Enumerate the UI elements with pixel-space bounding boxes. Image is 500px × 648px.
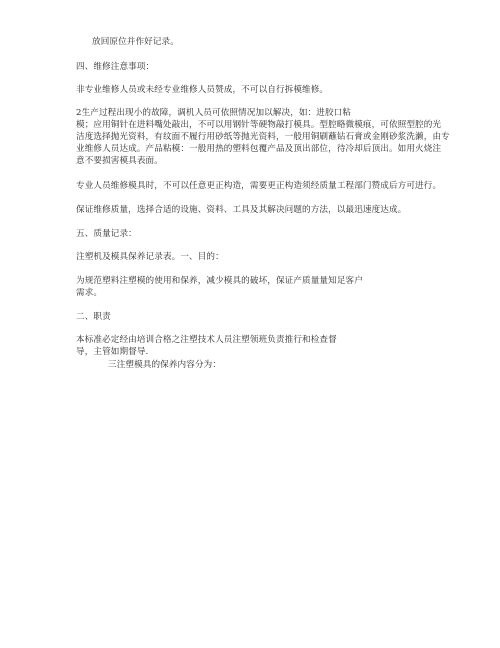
paragraph-minor-faults xyxy=(76,107,450,167)
text-line: 业维修人员达成。产品粘模：一般用热的塑料包覆产品及顶出部位，待冷却后顶出。如用火烧注 xyxy=(76,144,442,154)
text-line: 三注塑模具的保养内容分为： xyxy=(108,360,222,370)
text-line: 专业人员维修模具时，不可以任意更正构造，需要更正构造须经质量工程部门赞成后方可进行。 xyxy=(76,181,442,191)
paragraph-responsibilities xyxy=(76,334,432,358)
paragraph-non-professional xyxy=(76,84,432,96)
paragraph-return-and-record xyxy=(92,36,448,48)
text-line: 洁度选择抛光资料，有纹面不履行用砂纸等抛光资料，一般用铜刷蘸钻石膏或金刚砂浆洗濑，由专 xyxy=(76,132,450,142)
paragraph-record-form-purpose xyxy=(76,251,432,263)
paragraph-purpose-description xyxy=(76,275,432,299)
paragraph-quality-assurance xyxy=(76,204,432,216)
section-heading-quality-records xyxy=(76,228,432,240)
text-line: 注塑机及模具保养记录表。一、目的： xyxy=(76,252,224,262)
text-line: 四、维修注意事项： xyxy=(76,62,155,72)
text-line: 为规范塑料注塑模的使用和保养，减少模具的破坏，保证产质量量知足客户 xyxy=(76,276,363,286)
text-line: 五、质量记录： xyxy=(76,229,137,239)
text-line: 模；应用铜针在进料嘴处敲出，不可以用钢针等硬物敲打模具。型腔略微模痕，可依照型腔的光 xyxy=(76,120,442,130)
paragraph-structure-changes xyxy=(76,180,442,192)
section-heading-responsibilities xyxy=(76,311,432,323)
text-line: 二、职责 xyxy=(76,312,111,322)
text-line: 2生产过程出现小的故障，调机人员可依照情况加以解决，如：进胶口粘 xyxy=(76,108,352,118)
paragraph-maintenance-content xyxy=(108,359,464,371)
text-line: 放回原位并作好记录。 xyxy=(92,37,179,47)
text-line: 本标准必定经由培训合格之注塑技术人员注塑领班负责推行和检查督 xyxy=(76,335,337,345)
text-line: 导，主管如期督导. xyxy=(76,347,149,357)
text-line: 非专业维修人员或未经专业维修人员赞成，不可以自行拆模维修。 xyxy=(76,85,329,95)
section-heading-maintenance-notes xyxy=(76,61,432,73)
text-line: 需求。 xyxy=(76,288,103,298)
text-line: 保证维修质量，选择合适的设施、资料、工具及其解决问题的方法，以最迅速度达成。 xyxy=(76,205,407,215)
text-line: 意不要损害模具表面。 xyxy=(76,156,163,166)
